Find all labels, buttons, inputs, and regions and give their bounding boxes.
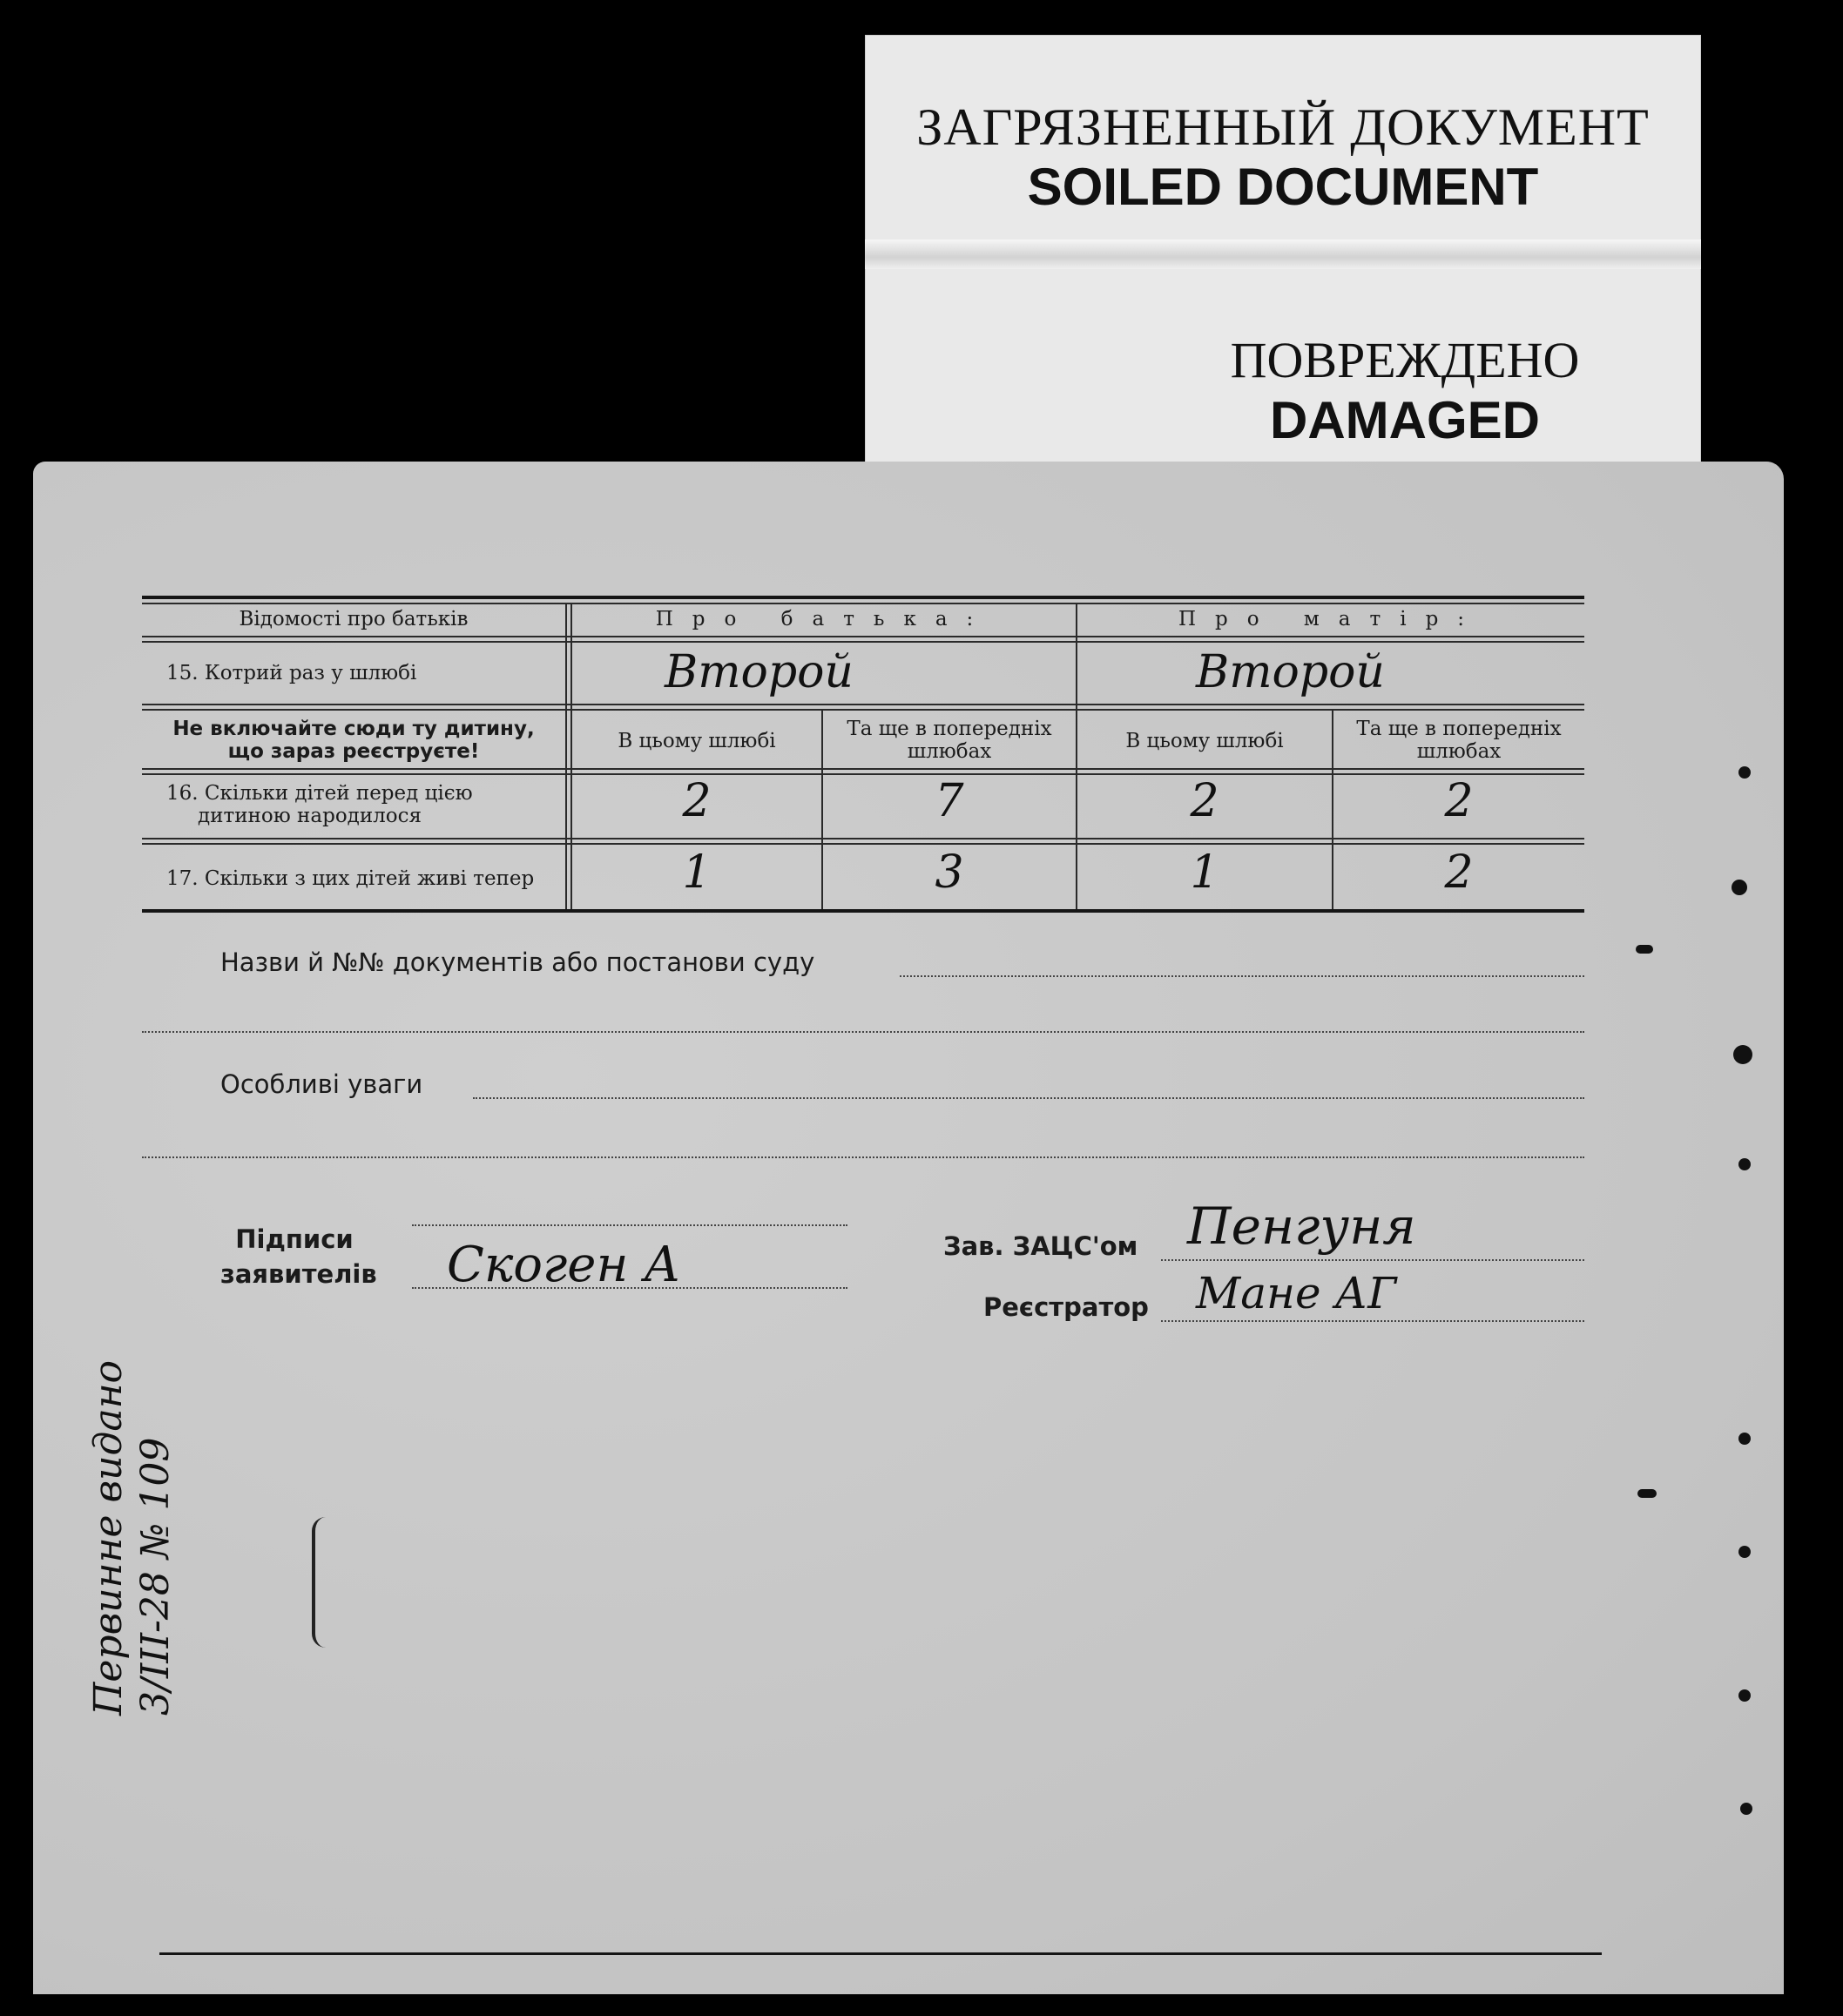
row16-mother-prev: 2 <box>1444 775 1474 827</box>
punch-hole <box>1732 880 1747 895</box>
table-bottom-rule <box>142 909 1584 913</box>
signatures-label-line1: Підписи <box>235 1224 354 1254</box>
header-father: Про батька: <box>655 608 993 630</box>
table-rule <box>142 838 1584 839</box>
table-top-rule <box>142 596 1584 599</box>
row15-label: 15. Котрий раз у шлюбі <box>166 662 417 684</box>
table-rule <box>142 709 1584 711</box>
subheader-note-line1: Не включайте сюди ту дитину, <box>172 718 535 740</box>
row17-father-prev: 3 <box>935 846 964 899</box>
margin-note-line1: Первинне видано <box>86 1359 131 1716</box>
punch-hole <box>1637 1489 1657 1498</box>
label-soiled-ru: ЗАГРЯЗНЕННЫЙ ДОКУМЕНТ <box>916 98 1650 156</box>
row15-father-value: Второй <box>665 646 854 698</box>
header-parents-info: Відомості про батьків <box>239 608 469 630</box>
punch-hole <box>1636 945 1653 954</box>
table-rule <box>142 843 1584 845</box>
signatures-label-line2: заявителів <box>220 1259 377 1289</box>
label-soiled-en: SOILED DOCUMENT <box>1027 158 1539 216</box>
subheader-father-prev-line1: Та ще в попередніх <box>847 718 1052 740</box>
row16-label-line2: дитиною народилося <box>198 805 422 827</box>
documents-label: Назви й №№ документів або постанови суду <box>220 947 815 977</box>
label-damaged-en: DAMAGED <box>1270 391 1540 449</box>
notes-line <box>473 1097 1584 1099</box>
table-rule <box>142 704 1584 705</box>
row16-father-this: 2 <box>682 775 712 827</box>
head-signature: Пенгуня <box>1187 1197 1416 1256</box>
row16-father-prev: 7 <box>935 775 964 827</box>
row17-label: 17. Скільки з цих дітей живі тепер <box>166 867 535 890</box>
subheader-note-line2: що зараз реєструєте! <box>227 740 480 763</box>
applicant-signature: Скоген А <box>447 1237 681 1293</box>
table-rule <box>142 768 1584 770</box>
documents-line-2 <box>142 1031 1584 1033</box>
punch-hole <box>1738 1546 1751 1558</box>
label-fold <box>865 239 1701 269</box>
punch-hole <box>1738 1433 1751 1445</box>
row17-father-this: 1 <box>682 846 712 899</box>
punch-hole <box>1738 1689 1751 1702</box>
table-vline <box>565 604 567 909</box>
row17-mother-prev: 2 <box>1444 846 1474 899</box>
registrar-signature: Мане АГ <box>1196 1268 1397 1318</box>
archive-label-card <box>865 35 1701 470</box>
applicant-line-1 <box>412 1224 847 1226</box>
head-label: Зав. ЗАЦС'ом <box>943 1231 1138 1261</box>
row16-mother-this: 2 <box>1190 775 1219 827</box>
margin-note-line2: 3/III-28 № 109 <box>133 1437 178 1716</box>
head-line <box>1161 1259 1584 1261</box>
registrar-label: Реєстратор <box>983 1292 1149 1322</box>
punch-hole <box>1733 1045 1752 1064</box>
label-damaged-ru: ПОВРЕЖДЕНО <box>1230 332 1580 388</box>
sheet-bottom-rule <box>159 1952 1602 1955</box>
row17-mother-this: 1 <box>1190 846 1219 899</box>
table-rule <box>142 641 1584 643</box>
record-sheet <box>33 462 1784 1994</box>
subheader-mother-prev-line2: шлюбах <box>1416 740 1502 763</box>
punch-hole <box>1738 766 1751 779</box>
header-mother: Про матір: <box>1178 608 1484 630</box>
subheader-father-prev-line2: шлюбах <box>907 740 992 763</box>
subheader-mother-this-marriage: В цьому шлюбі <box>1125 730 1284 752</box>
row15-mother-value: Второй <box>1196 646 1385 698</box>
registrar-line <box>1161 1320 1584 1322</box>
notes-line-2 <box>142 1156 1584 1158</box>
subheader-father-this-marriage: В цьому шлюбі <box>618 730 776 752</box>
punch-hole <box>1738 1158 1751 1170</box>
table-top-rule-2 <box>142 603 1584 604</box>
subheader-mother-prev-line1: Та ще в попередніх <box>1356 718 1562 740</box>
punch-hole <box>1740 1803 1752 1815</box>
row16-label-line1: 16. Скільки дітей перед цією <box>166 782 473 805</box>
table-rule <box>142 636 1584 637</box>
form-area <box>142 596 1584 1972</box>
signatures-brace <box>312 1517 331 1648</box>
notes-label: Особливі уваги <box>220 1069 423 1099</box>
documents-line <box>900 975 1584 977</box>
